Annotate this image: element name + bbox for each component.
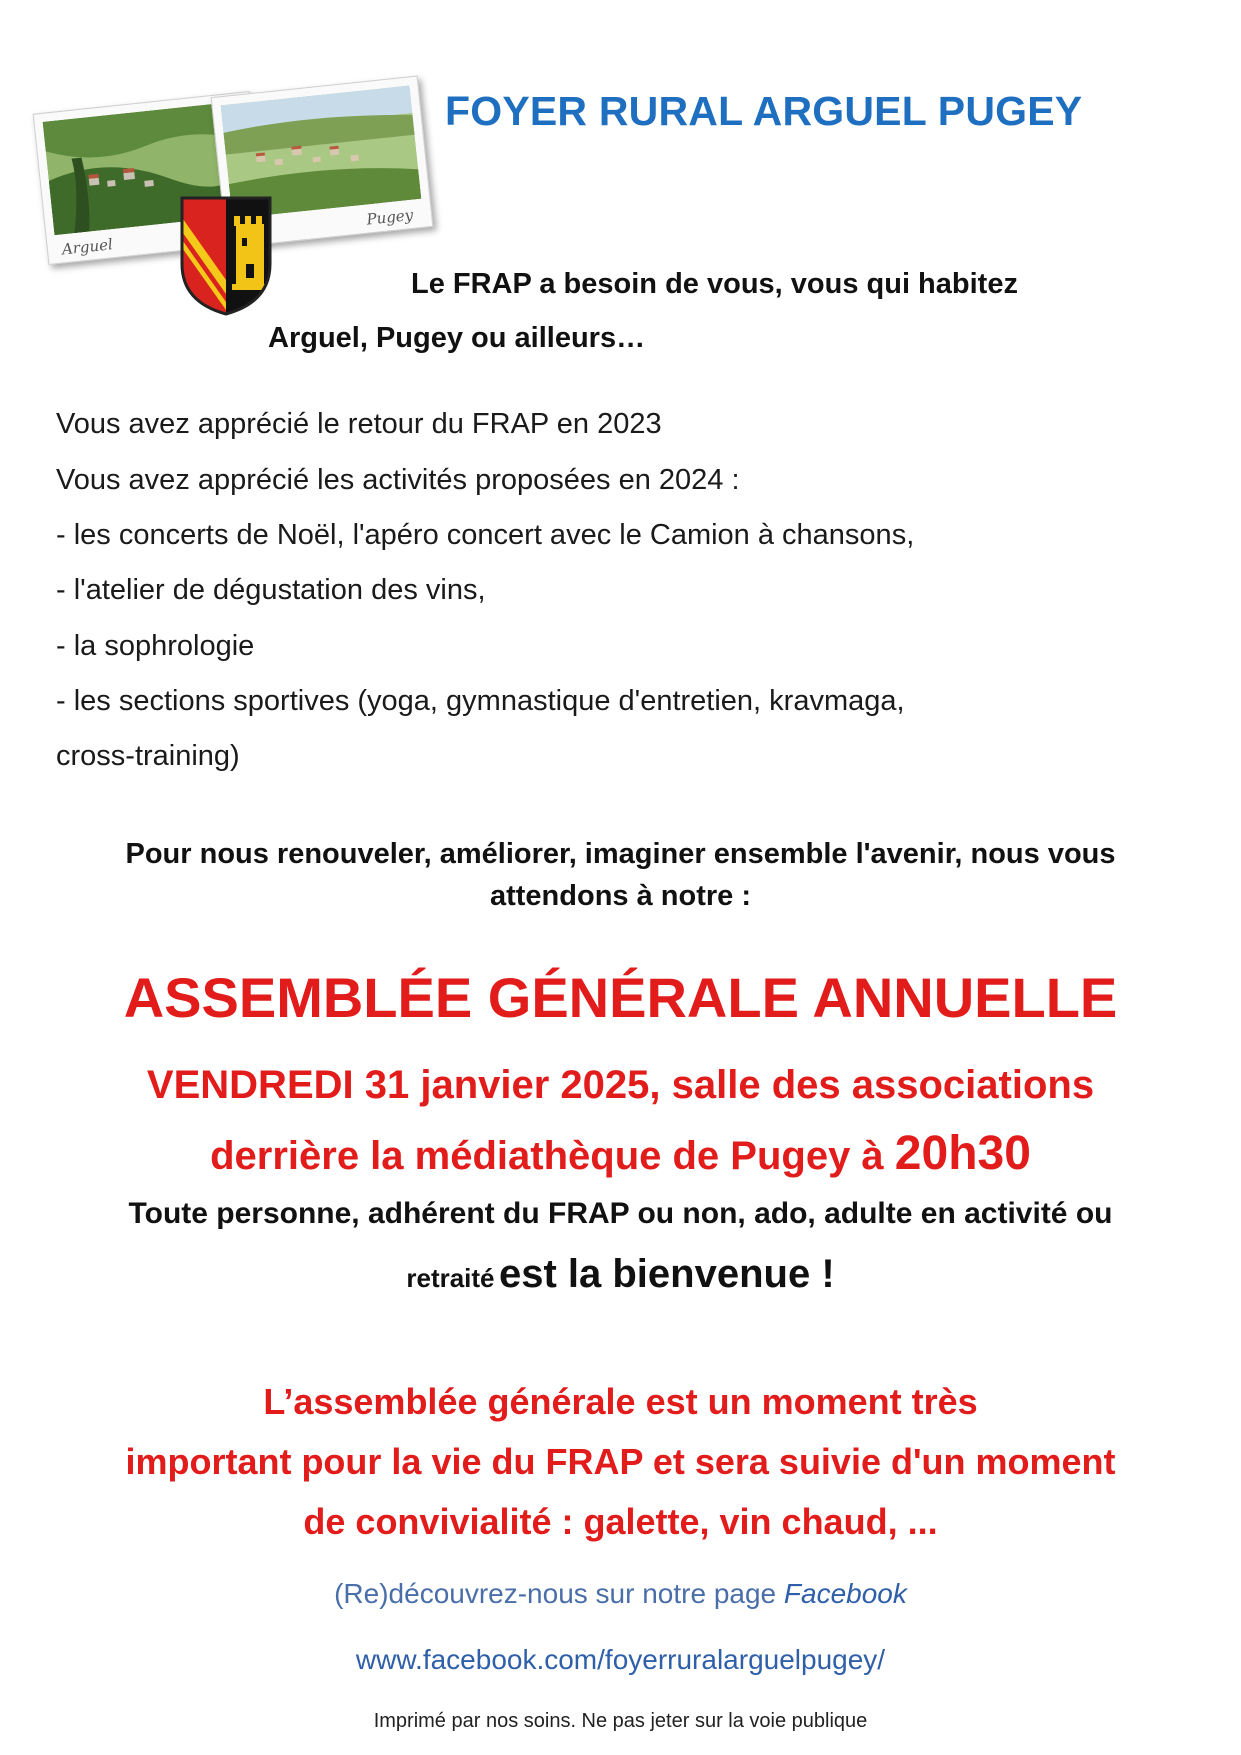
- body-line-2: Vous avez apprécié les activités proposées en 2024 :: [56, 464, 740, 496]
- welcome-bienvenue: est la bienvenue !: [498, 1252, 835, 1296]
- importance-line-3: de convivialité : galette, vin chaud, ...: [303, 1501, 938, 1542]
- facebook-line: [0, 1578, 1241, 1610]
- event-place-text: derrière la médiathèque de Pugey à: [210, 1134, 895, 1178]
- importance-line-2: important pour la vie du FRAP et sera suivie d'un moment: [125, 1441, 1116, 1482]
- intro-line-2: Arguel, Pugey ou ailleurs…: [268, 322, 646, 354]
- page-title: FOYER RURAL ARGUEL PUGEY: [445, 88, 1083, 134]
- invitation-line-2: attendons à notre :: [489, 880, 751, 912]
- body-line-6: - les sections sportives (yoga, gymnastique d'entretien, kravmaga,: [56, 685, 905, 717]
- invitation-line-1: Pour nous renouveler, améliorer, imaginer ensemble l'avenir, nous vous: [125, 838, 1116, 870]
- footer-note: Imprimé par nos soins. Ne pas jeter sur la voie publique: [373, 1710, 868, 1732]
- body-line-7: cross-training): [56, 740, 240, 772]
- event-place: [0, 1126, 1241, 1181]
- coat-of-arms-icon: [178, 194, 274, 318]
- body-line-3: - les concerts de Noël, l'apéro concert avec le Camion à chansons,: [56, 519, 915, 551]
- intro-line-1: Le FRAP a besoin de vous, vous qui habitez: [411, 268, 1018, 300]
- body-line-4: - l'atelier de dégustation des vins,: [56, 574, 486, 606]
- event-date: VENDREDI 31 janvier 2025, salle des associations: [146, 1063, 1095, 1107]
- arguel-label: Arguel: [61, 235, 114, 259]
- importance-line-1: L’assemblée générale est un moment très: [263, 1381, 978, 1422]
- body-line-5: - la sophrologie: [56, 630, 255, 662]
- event-time: 20h30: [894, 1127, 1031, 1180]
- facebook-prefix: (Re)découvrez-nous sur notre page: [334, 1578, 784, 1609]
- welcome-retraite: retraité: [406, 1263, 495, 1293]
- body-line-1: Vous avez apprécié le retour du FRAP en 2023: [56, 408, 662, 440]
- welcome-line-1: Toute personne, adhérent du FRAP ou non, ado, adulte en activité ou: [128, 1197, 1113, 1230]
- welcome-line-2: [0, 1252, 1241, 1297]
- facebook-name[interactable]: Facebook: [783, 1578, 907, 1609]
- logo-postcards: [28, 76, 448, 326]
- facebook-url-link[interactable]: www.facebook.com/foyerruralarguelpugey/: [355, 1644, 886, 1675]
- event-title: ASSEMBLÉE GÉNÉRALE ANNUELLE: [123, 966, 1118, 1029]
- pugey-label: Pugey: [365, 205, 414, 229]
